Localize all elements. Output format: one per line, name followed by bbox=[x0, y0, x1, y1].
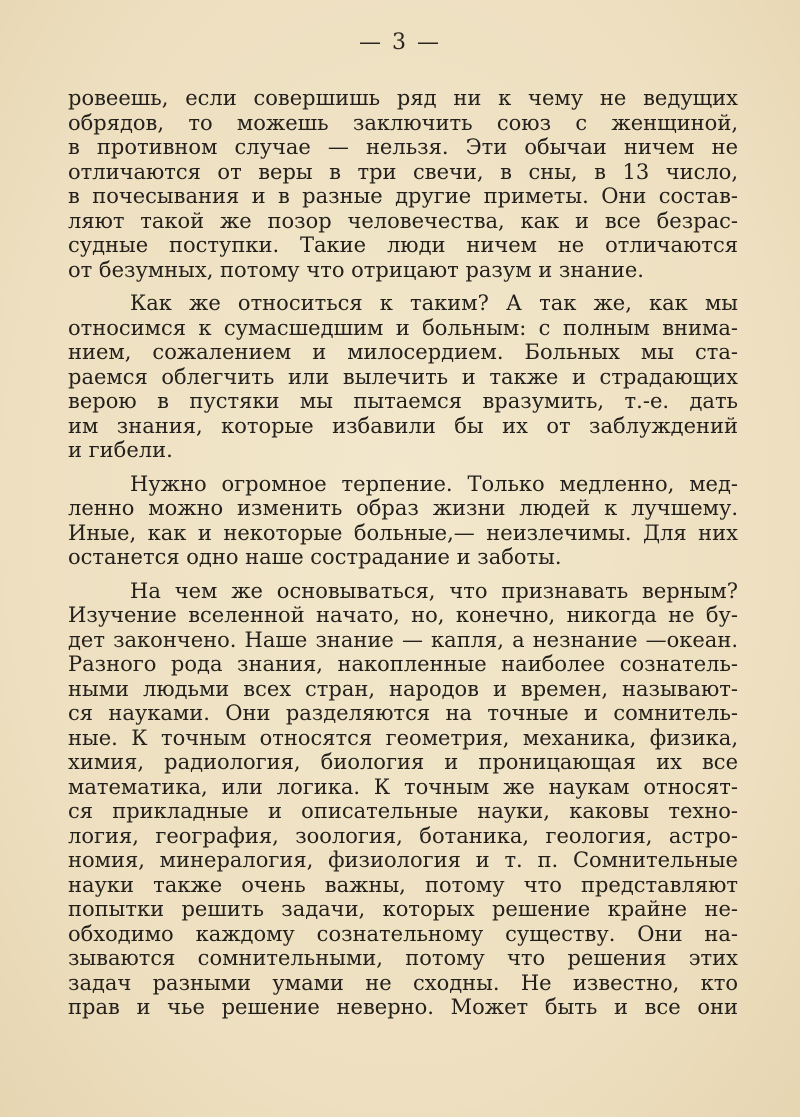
paragraph-gap bbox=[68, 463, 738, 472]
text-line: математика, или логика. К точным же наукам относят- bbox=[68, 774, 738, 799]
text-line: попытки решить задачи, которых решение крайне не- bbox=[68, 897, 738, 921]
text-line: ленно можно изменить образ жизни людей к лучшему. bbox=[68, 496, 738, 520]
body-text bbox=[68, 86, 738, 1020]
text-line: ные. К точным относятся геометрия, механика, физика, bbox=[68, 725, 738, 750]
text-line: ровеешь, если совершишь ряд ни к чему не ведущих bbox=[68, 86, 738, 110]
text-line: прав и чье решение неверно. Может быть и все они bbox=[68, 995, 738, 1019]
text-line: дет закончено. Наше знание — капля, а незнание —океан. bbox=[68, 627, 738, 652]
text-line: ся прикладные и описательные науки, каковы техно- bbox=[68, 799, 738, 823]
text-line: ными людьми всех стран, народов и времен, называют- bbox=[68, 676, 738, 701]
text-line: отличаются от веры в три свечи, в сны, в 13 число, bbox=[68, 159, 738, 184]
text-line: нием, сожалением и милосердием. Больных мы ста- bbox=[68, 340, 738, 364]
text-line: науки также очень важны, потому что представляют bbox=[68, 872, 738, 897]
text-line: обрядов, то можешь заключить союз с женщиной, bbox=[68, 110, 738, 135]
text-line: логия, география, зоология, ботаника, геология, астро- bbox=[68, 823, 738, 848]
paragraph-gap bbox=[68, 282, 738, 291]
text-line: обходимо каждому сознательному существу. Они на- bbox=[68, 921, 738, 946]
text-line: ся науками. Они разделяются на точные и сомнитель- bbox=[68, 701, 738, 725]
text-line: Как же относиться к таким? А так же, как мы bbox=[130, 291, 738, 315]
text-line: и гибели. bbox=[68, 438, 173, 462]
paragraph-gap bbox=[68, 570, 738, 579]
text-line: Нужно огромное терпение. Только медленно, мед- bbox=[130, 471, 738, 496]
paragraph bbox=[68, 472, 738, 570]
text-line: задач разными умами не сходны. Не известно, кто bbox=[68, 970, 738, 995]
text-line: судные поступки. Такие люди ничем не отличаются bbox=[68, 233, 738, 257]
paragraph bbox=[68, 579, 738, 1020]
text-line: На чем же основываться, что признавать верным? bbox=[130, 578, 738, 603]
text-line: от безумных, потому что отрицают разум и знание. bbox=[68, 257, 644, 282]
text-line: Разного рода знания, накопленные наиболее сознатель- bbox=[68, 652, 738, 676]
text-line: верою в пустяки мы пытаемся вразумить, т.-е. дать bbox=[68, 389, 738, 413]
text-line: в почесывания и в разные другие приметы. Они состав- bbox=[68, 184, 738, 208]
text-line: номия, минералогия, физиология и т. п. Сомнительные bbox=[68, 848, 738, 872]
text-line: относимся к сумасшедшим и больным: с полным внима- bbox=[68, 315, 738, 340]
text-line: ляют такой же позор человечества, как и все безрас- bbox=[68, 208, 738, 233]
page-number: — 3 — bbox=[359, 30, 441, 55]
text-line: в противном случае — нельзя. Эти обычаи ничем не bbox=[68, 135, 738, 159]
text-line: Иные, как и некоторые больные,— неизлечимы. Для них bbox=[68, 520, 738, 545]
text-line: останется одно наше сострадание и заботы. bbox=[68, 545, 562, 569]
paragraph bbox=[68, 86, 738, 282]
text-line: Изучение вселенной начато, но, конечно, никогда не бу- bbox=[68, 603, 738, 627]
text-line: химия, радиология, биология и проницающая их все bbox=[68, 750, 738, 774]
text-line: раемся облегчить или вылечить и также и страдающих bbox=[68, 364, 738, 389]
paragraph bbox=[68, 291, 738, 463]
text-line: им знания, которые избавили бы их от заблуждений bbox=[68, 413, 738, 438]
text-line: зываются сомнительными, потому что решения этих bbox=[68, 946, 738, 970]
